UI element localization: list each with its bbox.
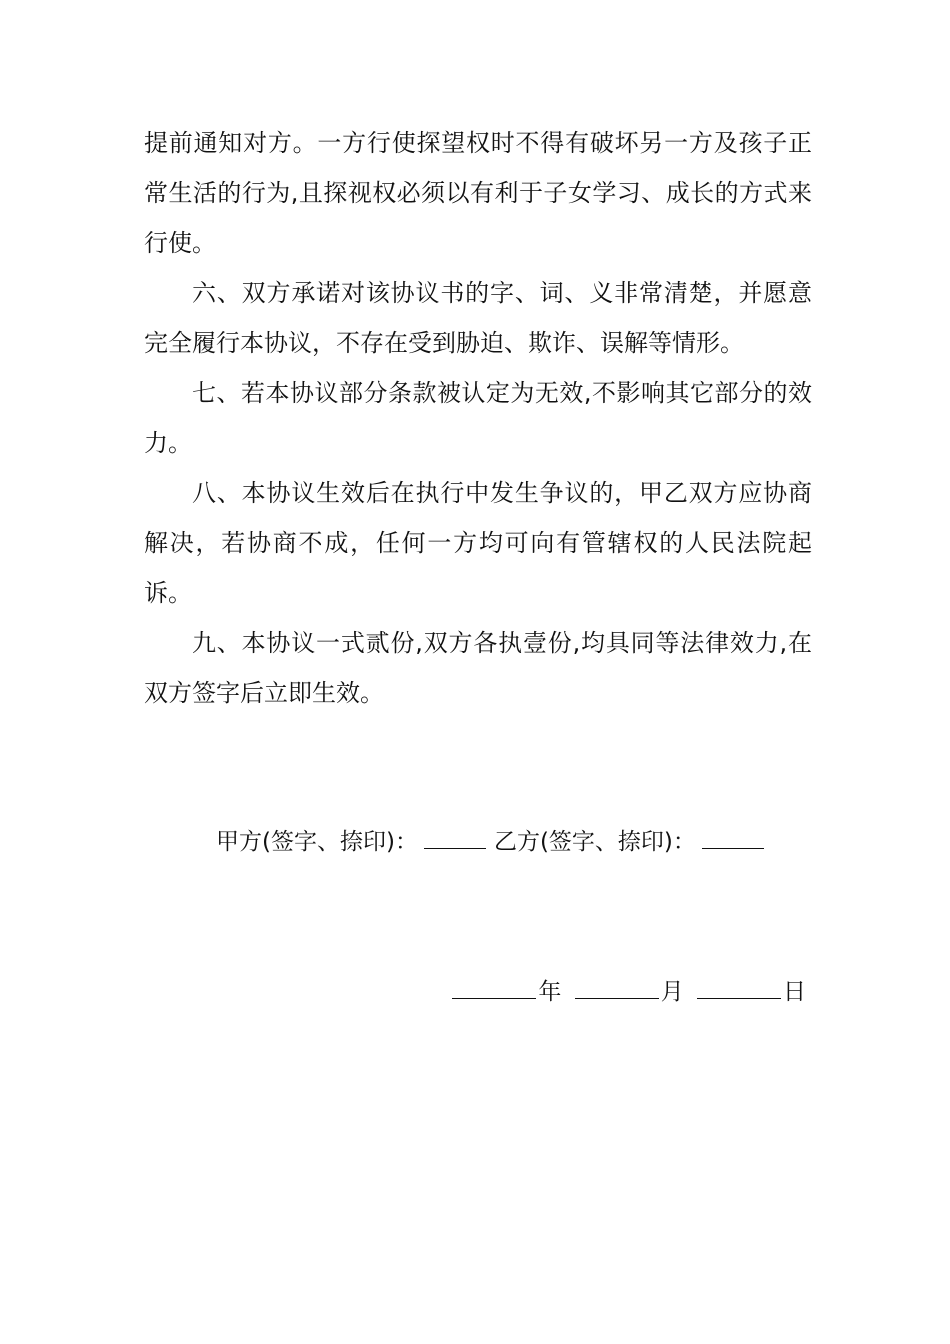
party-a-signature-label: 甲方(签字、捺印)： bbox=[216, 829, 418, 855]
clause-eight: 八、本协议生效后在执行中发生争议的，甲乙双方应协商解决，若协商不成，任何一方均可向有管辖权的人民法院起诉。 bbox=[144, 479, 812, 607]
day-label: 日 bbox=[783, 979, 806, 1005]
party-a-signature-blank bbox=[424, 822, 486, 849]
year-blank bbox=[452, 972, 536, 999]
year-label: 年 bbox=[538, 979, 562, 1005]
paragraph-continuation: 提前通知对方。一方行使探望权时不得有破坏另一方及孩子正常生活的行为,且探视权必须以有利于子女学习、成长的方式来行使。 bbox=[144, 129, 812, 257]
month-label: 月 bbox=[660, 979, 684, 1005]
signature-line bbox=[216, 822, 772, 859]
agreement-body bbox=[144, 118, 812, 718]
month-blank bbox=[575, 972, 659, 999]
date-line bbox=[452, 972, 806, 1009]
day-blank bbox=[697, 972, 781, 999]
party-b-signature-label: 乙方(签字、捺印)： bbox=[493, 829, 696, 855]
clause-seven: 七、若本协议部分条款被认定为无效,不影响其它部分的效力。 bbox=[144, 379, 812, 457]
clause-nine: 九、本协议一式贰份,双方各执壹份,均具同等法律效力,在双方签字后立即生效。 bbox=[144, 629, 812, 707]
party-b-signature-blank bbox=[702, 822, 764, 849]
clause-six: 六、双方承诺对该协议书的字、词、义非常清楚，并愿意完全履行本协议，不存在受到胁迫、欺诈、误解等情形。 bbox=[144, 279, 812, 357]
